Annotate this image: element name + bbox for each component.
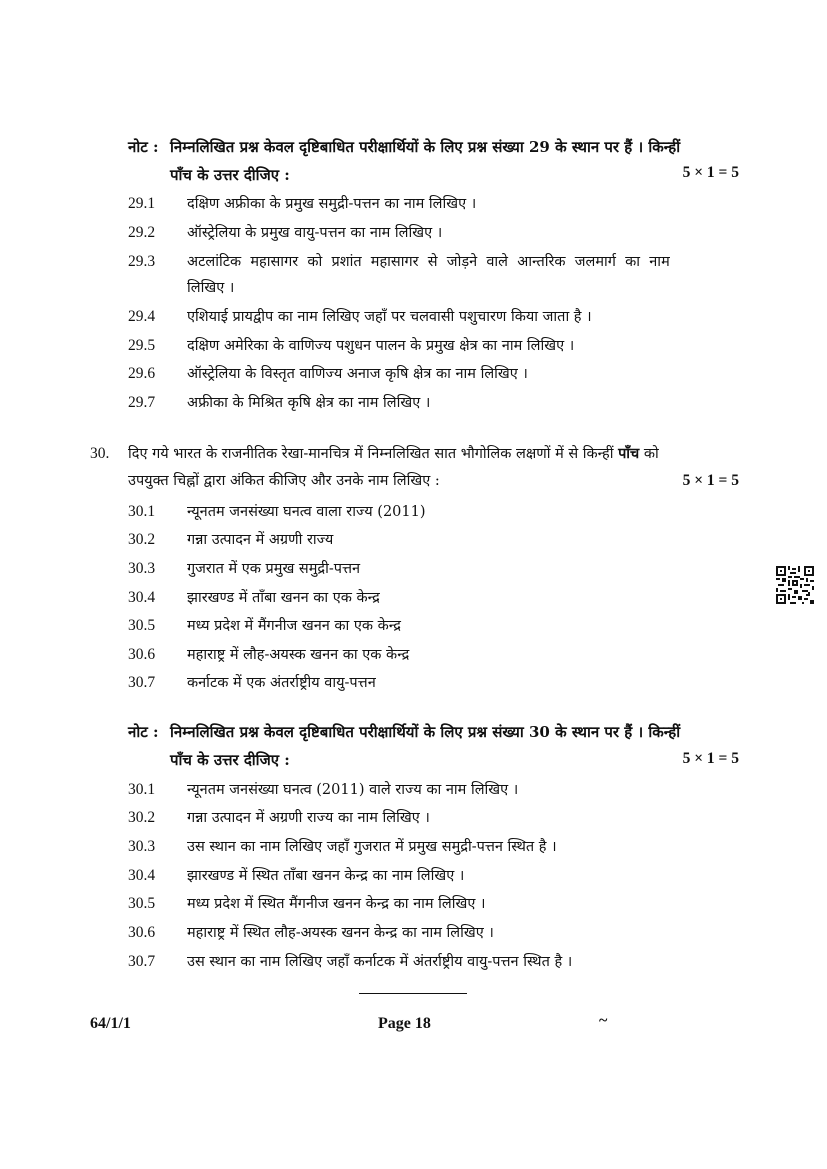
note-label: नोट : <box>128 723 159 741</box>
page-number: Page 18 <box>378 1015 431 1032</box>
qr-code-icon <box>776 566 814 604</box>
question-line-1: दिए गये भारत के राजनीतिक रेखा-मानचित्र में निम्नलिखित सात भौगोलिक लक्षणों में से किन्हीं पाँच को <box>128 445 659 462</box>
section-divider <box>359 993 467 994</box>
note-line-1: निम्नलिखित प्रश्न केवल दृष्टिबाधित परीक्षार्थियों के लिए प्रश्न संख्या 30 के स्थान पर हैं । किन्हीं <box>170 723 681 741</box>
marks: 5 × 1 = 5 <box>682 750 739 767</box>
question-line-2: उपयुक्त चिह्नों द्वारा अंकित कीजिए और उनके नाम लिखिए : <box>128 473 440 489</box>
note-label: नोट : <box>128 138 159 156</box>
marks: 5 × 1 = 5 <box>682 164 739 181</box>
note-line-2: पाँच के उत्तर दीजिए : <box>170 751 290 769</box>
footer-mark: ~ <box>599 1012 608 1029</box>
question-number: 30. <box>90 445 110 462</box>
note-line-2: पाँच के उत्तर दीजिए : <box>170 166 290 184</box>
marks: 5 × 1 = 5 <box>682 472 739 489</box>
note-line-1: निम्नलिखित प्रश्न केवल दृष्टिबाधित परीक्षार्थियों के लिए प्रश्न संख्या 29 के स्थान पर हैं । किन्हीं <box>170 138 681 156</box>
exam-page: नोट : निम्नलिखित प्रश्न केवल दृष्टिबाधित परीक्षार्थियों के लिए प्रश्न संख्या 29 के स्थान पर हैं । किन्हीं पाँच के उत्तर दीजिए : 5 × 1 = 5 29.1 दक्षिण अफ्रीका के प्रमुख समुद्री-पत्तन का नाम लिखिए । 29.2 ऑस्ट्रेलिया के प्रमुख वायु-पत्तन का नाम लिखिए । 29.3 अटलांटिक महासागर को प्रशांत महासागर से जोड़ने वाले आन्तरिक जलमार्ग का नाम लिखिए । 29.4 एशियाई प्रायद्वीप का नाम लिखिए जहाँ पर चलवासी पशुचारण किया जाता है । 29.5 दक्षिण अमेरिका के वाणिज्य पशुधन पालन के प्रमुख क्षेत्र का नाम लिखिए । 29.6 ऑस्ट्रेलिया के विस्तृत वाणिज्य अनाज कृषि क्षेत्र का नाम लिखिए । 29.7 अफ्रीका के मिश्रित कृषि क्षेत्र का नाम लिखिए । 30. दिए गये भारत के राजनीतिक रेखा-मानचित्र में निम्नलिखित सात भौगोलिक लक्षणों में से किन्हीं पाँच को उपयुक्त चिह्नों द्वारा अंकित कीजिए और उनके नाम लिखिए : 5 × 1 = 5 30.1 न्यूनतम जनसंख्या घनत्व वाला राज्य (2011) 30.2 गन्ना उत्पादन में अग्रणी राज्य 30.3 गुजरात में एक प्रमुख समुद्री-पत्तन 30.4 झारखण्ड में ताँबा खनन का एक केन्द्र 30.5 मध्य प्रदेश में मैंगनीज खनन का एक केन्द्र 30.6 महाराष्ट्र में लौह-अयस्क खनन का एक केन्द्र 30.7 कर्नाटक में एक अंतर्राष्ट्रीय वायु-पत्तन नोट : निम्नलिखित प्रश्न केवल दृष्टिबाधित परीक्षार्थियों के लिए प्रश्न संख्या 30 के स्थान पर हैं । किन्हीं पाँच के उत्तर दीजिए : 5 × 1 = 5 30.1 न्यूनतम जनसंख्या घनत्व (2011) वाले राज्य का नाम लिखिए । 30.2 गन्ना उत्पादन में अग्रणी राज्य का नाम लिखिए । 30.3 उस स्थान का नाम लिखिए जहाँ गुजरात में प्रमुख समुद्री-पत्तन स्थित है । 30.4 झारखण्ड में स्थित ताँबा खनन केन्द्र का नाम लिखिए । 30.5 मध्य प्रदेश में स्थित मैंगनीज खनन केन्द्र का नाम लिखिए । 30.6 महाराष्ट्र में स्थित लौह-अयस्क खनन केन्द्र का नाम लिखिए । 30.7 उस स्थान का नाम लिखिए जहाँ कर्नाटक में अंतर्राष्ट्रीय वायु-पत्तन स्थित है । 64/1/1 Page 18 ~ <box>0 0 827 1169</box>
paper-code: 64/1/1 <box>90 1015 131 1032</box>
